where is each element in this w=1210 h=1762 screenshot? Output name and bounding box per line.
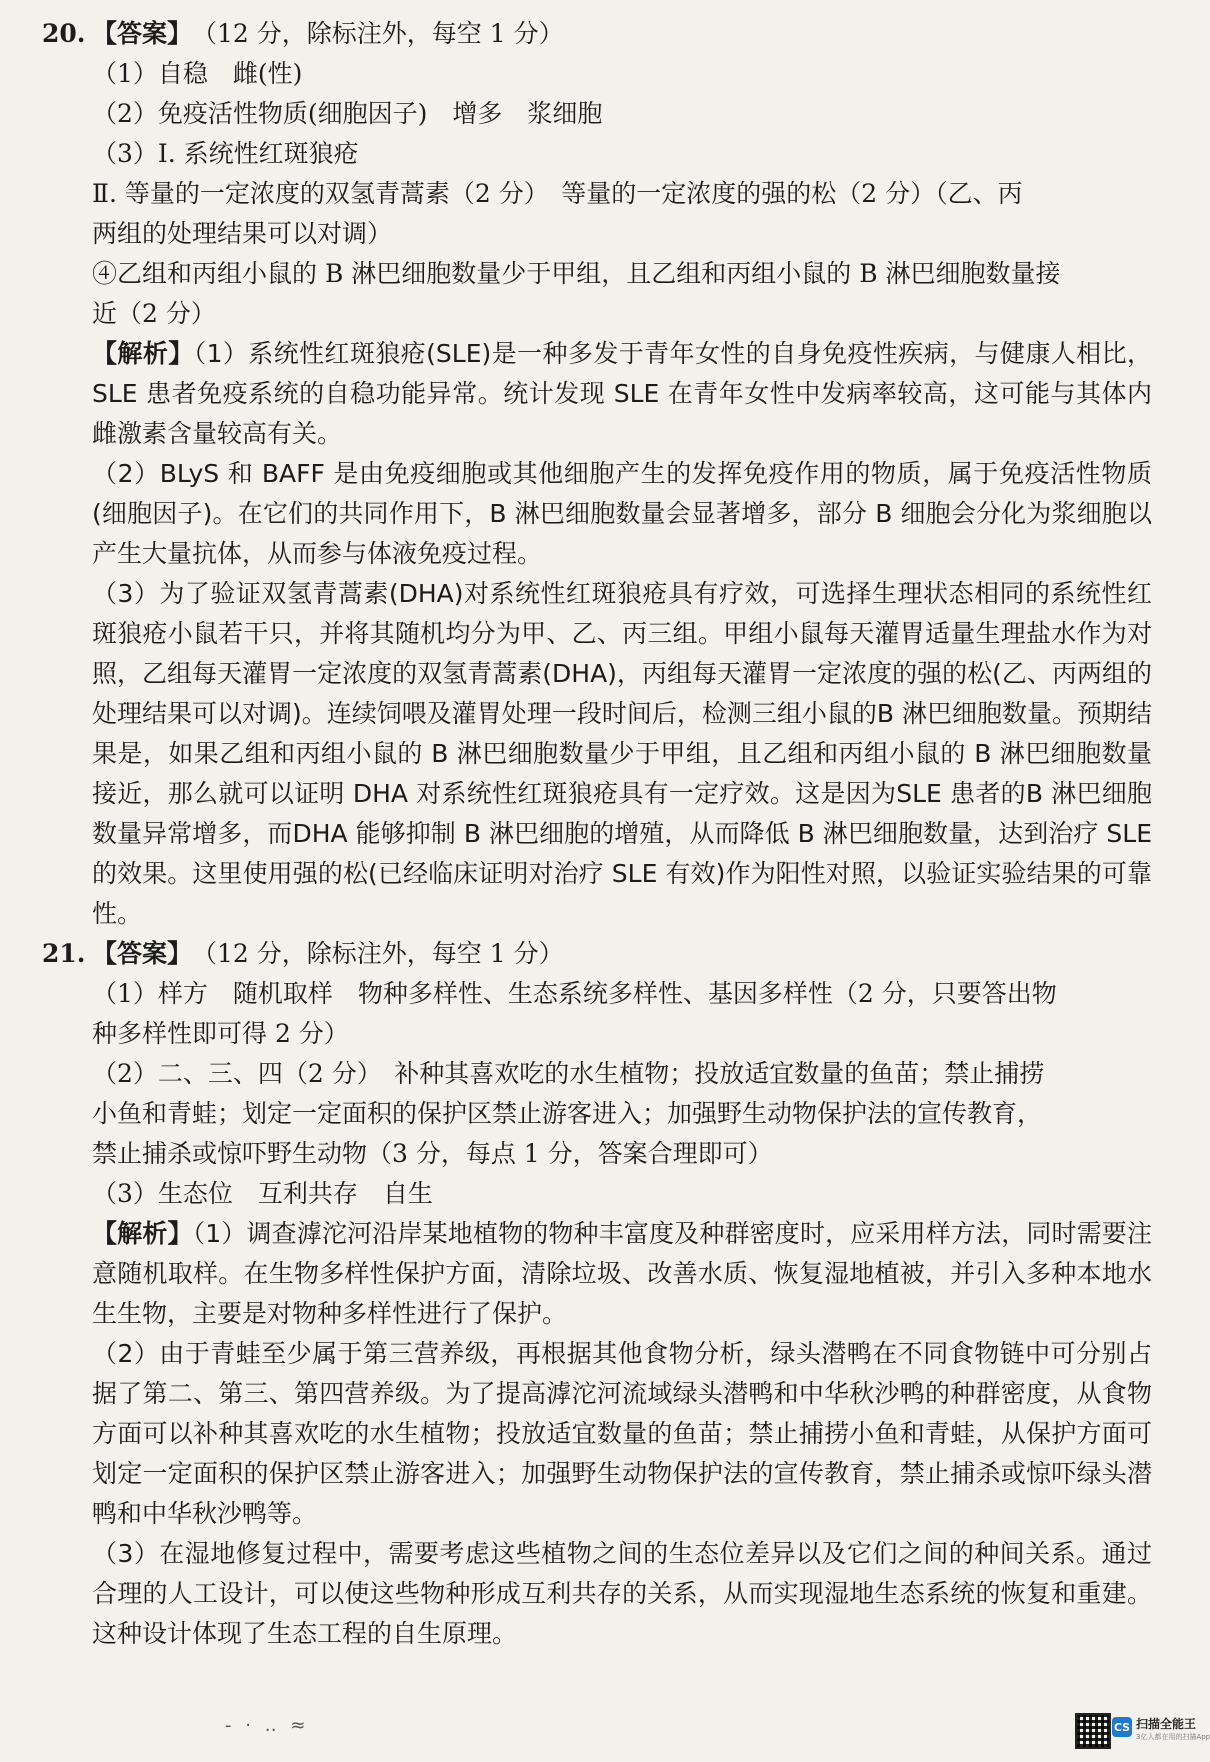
answer-note: （12 分，除标注外，每空 1 分） <box>192 19 564 48</box>
answer-note: （12 分，除标注外，每空 1 分） <box>192 939 564 968</box>
analysis-tag: 【解析】 <box>92 339 194 368</box>
answer-line: （2）免疫活性物质(细胞因子) 增多 浆细胞 <box>92 99 603 128</box>
analysis-tag: 【解析】 <box>92 1219 193 1248</box>
analysis-paragraph <box>42 1214 1152 1334</box>
answer-line: 种多样性即可得 2 分） <box>92 1019 349 1048</box>
answer-line: 小鱼和青蛙；划定一定面积的保护区禁止游客进入；加强野生动物保护法的宣传教育， <box>92 1099 1043 1128</box>
answer-line: （1）自稳 雌(性) <box>92 59 303 88</box>
scan-footer <box>0 1705 1210 1762</box>
app-watermark-subtitle: 3亿人都在用的扫描App <box>1136 1733 1210 1741</box>
analysis-paragraph: （3）在湿地修复过程中，需要考虑这些植物之间的生态位差异以及它们之间的种间关系。通过合理的人工设计，可以使这些物种形成互利共存的关系，从而实现湿地生态系统的恢复和重建。这种设计体现了生态工程的自生原理。 <box>92 1539 1152 1648</box>
analysis-paragraph <box>42 334 1152 454</box>
answer-line: 近（2 分） <box>92 299 216 328</box>
camscanner-logo-icon: CS <box>1112 1717 1132 1737</box>
analysis-paragraph: （2）由于青蛙至少属于第三营养级，再根据其他食物分析，绿头潜鸭在不同食物链中可分别占据了第二、第三、第四营养级。为了提高滹沱河流域绿头潜鸭和中华秋沙鸭的种群密度，从食物方面可以补种其喜欢吃的水生植物；投放适宜数量的鱼苗；禁止捕捞小鱼和青蛙，从保护方面可划定一定面积的保护区禁止游客进入；加强野生动物保护法的宣传教育，禁止捕杀或惊吓绿头潜鸭和中华秋沙鸭等。 <box>92 1339 1152 1528</box>
question-number: 21. <box>42 939 86 968</box>
analysis-paragraph: （3）为了验证双氢青蒿素(DHA)对系统性红斑狼疮具有疗效，可选择生理状态相同的系统性红斑狼疮小鼠若干只，并将其随机均分为甲、乙、丙三组。甲组小鼠每天灌胃适量生理盐水作为对照，乙组每天灌胃一定浓度的双氢青蒿素(DHA)，丙组每天灌胃一定浓度的强的松(乙、丙两组的处理结果可以对调)。连续饲喂及灌胃处理一段时间后，检测三组小鼠的B 淋巴细胞数量。预期结果是，如果乙组和丙组小鼠的 B 淋巴细胞数量少于甲组，且乙组和丙组小鼠的 B 淋巴细胞数量接近，那么就可以证明 DHA 对系统性红斑狼疮具有一定疗效。这是因为SLE 患者的B 淋巴细胞数量异常增多，而DHA 能够抑制 B 淋巴细胞的增殖，从而降低 B 淋巴细胞数量，达到治疗 SLE 的效果。这里使用强的松(已经临床证明对治疗 SLE 有效)作为阳性对照，以验证实验结果的可靠性。 <box>92 579 1152 928</box>
question-21-header <box>42 934 1152 974</box>
question-number: 20. <box>42 19 86 48</box>
answer-line: （1）样方 随机取样 物种多样性、生态系统多样性、基因多样性（2 分，只要答出物 <box>92 979 1057 1008</box>
question-20-header <box>42 14 1152 54</box>
analysis-text: （1）系统性红斑狼疮(SLE)是一种多发于青年女性的自身免疫性疾病，与健康人相比，SLE 患者免疫系统的自稳功能异常。统计发现 SLE 在青年女性中发病率较高，这可能与其体内雌激素含量较高有关。 <box>92 339 1152 448</box>
question-20 <box>42 14 1152 934</box>
question-21 <box>42 934 1152 1654</box>
answer-tag: 【答案】 <box>92 939 193 968</box>
answer-tag: 【答案】 <box>92 19 193 48</box>
answer-line: （2）二、三、四（2 分） 补种其喜欢吃的水生植物；投放适宜数量的鱼苗；禁止捕捞 <box>92 1059 1045 1088</box>
answer-line: Ⅱ. 等量的一定浓度的双氢青蒿素（2 分） 等量的一定浓度的强的松（2 分）（乙、丙 <box>92 179 1023 208</box>
scan-smudge: - · ‥ ≈ <box>225 1715 310 1736</box>
answer-line: 两组的处理结果可以对调） <box>92 219 393 248</box>
answer-line: （3）生态位 互利共存 自生 <box>92 1179 433 1208</box>
qr-code-icon <box>1075 1713 1111 1749</box>
analysis-paragraph: （2）BLyS 和 BAFF 是由免疫细胞或其他细胞产生的发挥免疫作用的物质，属于免疫活性物质(细胞因子)。在它们的共同作用下，B 淋巴细胞数量会显著增多，部分 B 细胞会分化为浆细胞以产生大量抗体，从而参与体液免疫过程。 <box>92 459 1152 568</box>
answer-line: 禁止捕杀或惊吓野生动物（3 分，每点 1 分，答案合理即可） <box>92 1139 773 1168</box>
app-watermark-name: 扫描全能王 <box>1136 1717 1197 1731</box>
answer-content <box>42 14 1152 1654</box>
analysis-text: （1）调查滹沱河沿岸某地植物的物种丰富度及种群密度时，应采用样方法，同时需要注意随机取样。在生物多样性保护方面，清除垃圾、改善水质、恢复湿地植被，并引入多种本地水生生物，主要是对物种多样性进行了保护。 <box>92 1219 1152 1328</box>
answer-line: （3）Ⅰ. 系统性红斑狼疮 <box>92 139 359 168</box>
answer-line: ④乙组和丙组小鼠的 B 淋巴细胞数量少于甲组，且乙组和丙组小鼠的 B 淋巴细胞数量接 <box>92 259 1061 288</box>
